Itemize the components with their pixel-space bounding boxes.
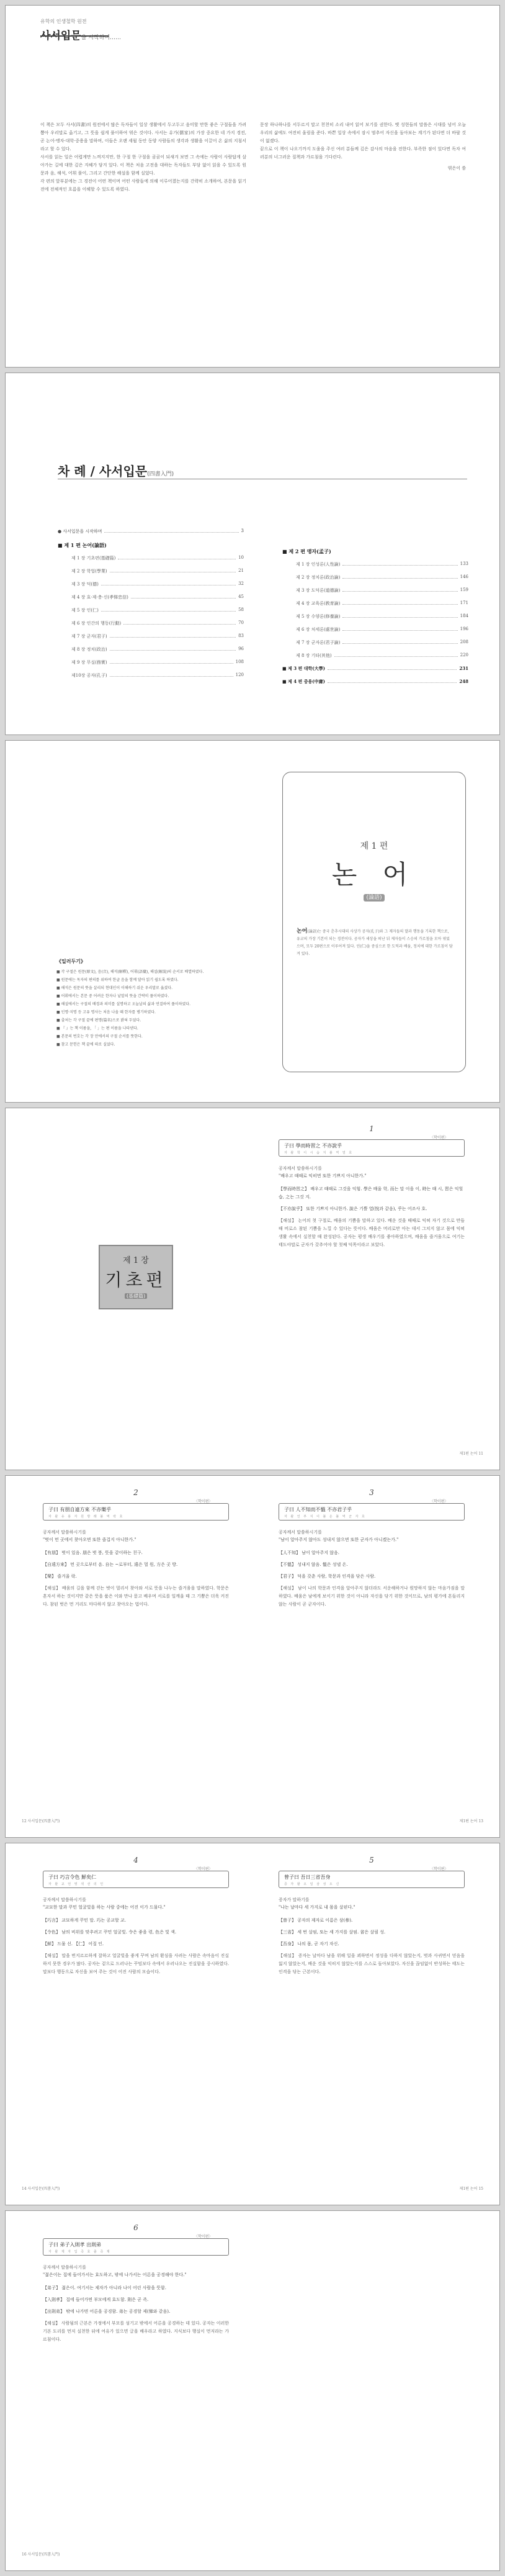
preface-title [40, 27, 121, 42]
quote-reading: 자 왈 교 언 영 색 선 의 인 [48, 1882, 105, 1886]
toc-part-title: ■ 제 2 편 맹자(孟子) [282, 548, 331, 554]
note-item: ■ 어휘에서는 본문 중 어려운 한자나 낱말의 뜻을 간략히 풀이하였다. [56, 994, 169, 998]
toc-item[interactable] [58, 555, 244, 561]
quote-text: 子曰 巧言令色 鮮矣仁 [48, 1874, 97, 1880]
toc-item-label: 제 1 장 기초편(基礎篇) [71, 556, 116, 561]
quote-box [43, 1871, 229, 1888]
toc-title-sub: (四書入門) [147, 471, 174, 477]
toc-item-page: 70 [238, 620, 244, 625]
translation-title: 공자께서 말씀하시기를 [43, 1530, 86, 1535]
notes-title: 《일러두기》 [56, 958, 86, 964]
vocab-item: 【吾身】 나의 몸, 곧 자기 자신. [279, 1941, 339, 1946]
toc-item[interactable] [282, 666, 468, 672]
toc-item-label: 제 6 장 인간의 행동(行動) [71, 621, 122, 626]
quote-box [279, 1139, 465, 1157]
toc-dots [110, 633, 236, 638]
toc-item-page: 32 [238, 581, 244, 586]
note-item: ■ 참고 문헌은 책 끝에 따로 실었다. [56, 1042, 115, 1047]
toc-dots [334, 653, 458, 657]
vocab-item: 【學而時習之】 배우고 때때로 그것을 익힘. 學은 배울 학, 而는 말 이을 이, 時는 때 시, 習은 익힐 습, 之는 그것 지. [279, 1186, 463, 1200]
toc-left-column [58, 541, 244, 685]
toc-item[interactable] [282, 587, 468, 594]
quote-box [43, 1503, 229, 1521]
vocab-item: 【樂】 즐거울 락. [43, 1574, 77, 1579]
preface-title-rest: 을 시작하며…… [81, 35, 122, 41]
toc-item-page: 208 [460, 639, 468, 644]
toc-item-page: 10 [238, 555, 244, 560]
toc-dots [110, 672, 233, 677]
vocab-item: 【入則孝】 집에 들어가면 부모에게 효도함. 則은 곧 즉. [43, 2297, 149, 2302]
toc-dots [101, 581, 236, 585]
part-desc-text: (論語)는 중국 춘추시대의 사상가 공자(孔子)와 그 제자들의 말과 행동을 기록한 책으로, 유교의 가장 기본이 되는 경전이다. 공자가 세상을 떠난 뒤 제자들이 스승의 가르침을 모아 엮었으며, 모두 20편으로 이루어져 있다. 인(仁)을 중심으로 한 도덕과 배움, 정치에 대한 가르침이 담겨 있다. [297, 929, 453, 956]
passage-tag: 〈학이편〉 [430, 1499, 449, 1504]
translation: "벗이 먼 곳에서 찾아오면 또한 즐겁지 아니한가." [43, 1537, 136, 1542]
toc-intro-page: 3 [241, 528, 244, 533]
passage-number: 2 [133, 1488, 138, 1497]
quote-reading: 자 왈 인 부 지 이 불 온 불 역 군 자 호 [284, 1515, 366, 1519]
passage-section [279, 1897, 465, 1976]
part-number: 제 1 편 [360, 841, 388, 851]
toc-item-label: 제 1 장 인성론(人性論) [296, 562, 341, 567]
passage-section [43, 1529, 229, 1609]
translation-title: 공자께서 말씀하시기를 [279, 1166, 322, 1171]
toc-dots [342, 587, 457, 592]
page-footer: 제1편 논어 15 [459, 2187, 483, 2191]
toc-dots [110, 568, 236, 572]
toc-item[interactable] [282, 574, 468, 581]
quote-reading: 자 왈 유 붕 자 원 방 래 불 역 락 호 [48, 1515, 124, 1519]
toc-item[interactable] [282, 626, 468, 633]
toc-item-label: 제 7 장 군자(君子) [71, 634, 107, 639]
toc-item-page: 83 [238, 633, 244, 638]
toc-item-page: 58 [238, 607, 244, 612]
toc-item-page: 184 [460, 613, 468, 618]
vocab-item: 【不亦說乎】 또한 기쁘지 아니한가. 說은 기쁠 열(悅과 같음), 乎는 어조사 호. [279, 1206, 427, 1211]
toc-right-column [282, 547, 468, 692]
toc-item-label: 제 8 장 정치(政治) [71, 647, 107, 652]
passage-section [279, 1529, 465, 1609]
quote-reading: 자 왈 학 이 시 습 지 불 역 열 호 [284, 1151, 354, 1155]
vocab-item: 【出則弟】 밖에 나가면 어른을 공경함. 弟는 공경할 제(悌와 같음). [43, 2309, 171, 2314]
part-panel [282, 772, 466, 1072]
toc-dots [342, 626, 457, 631]
toc-item-label: 제 2 장 정치론(政治論) [296, 575, 341, 580]
passage-section [279, 1165, 465, 1249]
toc-item-label: 제 3 장 도덕론(道德論) [296, 588, 341, 593]
page-preface [5, 5, 500, 368]
vocab-item: 【有朋】 벗이 있음. 朋은 벗 붕, 뜻을 같이하는 친구. [43, 1550, 143, 1555]
quote-text: 子曰 弟子入則孝 出則弟 [48, 2242, 102, 2248]
toc-item[interactable] [58, 633, 244, 639]
vocab-item: 【自遠方來】 먼 곳으로부터 옴. 自는 ~로부터, 遠은 멀 원, 方은 곳 방. [43, 1562, 178, 1567]
preface-signature: 엮은이 씀 [447, 166, 466, 171]
toc-item-label: 제 4 장 교육론(敎育論) [296, 601, 341, 606]
toc-item[interactable] [282, 653, 468, 659]
toc-item[interactable] [282, 679, 468, 685]
page-chapter-1 [5, 1108, 500, 1470]
passage-tag: 〈학이편〉 [194, 1499, 213, 1504]
vocab-item: 【不慍】 성내지 않음. 慍은 성낼 온. [279, 1562, 348, 1567]
page-toc [5, 373, 500, 735]
toc-item[interactable] [58, 581, 244, 587]
vocab-item: 【巧言】 교묘하게 꾸민 말. 巧는 공교할 교. [43, 1918, 126, 1923]
toc-item-label: 제10장 공자(孔子) [71, 673, 107, 678]
passage-number: 1 [369, 1124, 374, 1133]
toc-item-label: ■ 제 4 편 중용(中庸) [282, 679, 325, 684]
commentary: 【해설】 배움의 길을 함께 걷는 벗이 멀리서 찾아와 서로 뜻을 나누는 즐거움을 말하였다. 학문은 혼자서 하는 것이지만 같은 뜻을 품은 이와 만나 묻고 배우며 서로를 일깨울 때 그 기쁨은 더욱 커진다. 참된 벗은 먼 거리도 마다하지 않고 찾아오는 법이다. [43, 1586, 229, 1607]
vocab-item: 【令色】 남의 비위를 맞추려고 꾸민 얼굴빛. 令은 좋을 령, 色은 빛 색. [43, 1930, 177, 1935]
chapter-number: 제 1 장 [123, 1256, 149, 1265]
preface-paragraph: 이 책은 모두 사서(四書)의 원전에서 많은 독자들이 일상 생활에서 두고두고 음미할 만한 좋은 구절들을 가려 뽑아 우리말로 옮기고, 그 뜻을 쉽게 풀이하여 엮은 것이다. 사서는 유가(儒家)의 가장 중요한 네 가지 경전, 곧 논어·맹자·대학·중용을 말하며, 이들은 오랜 세월 동안 동양 사람들의 생각과 생활을 이끌어 온 삶의 지침서라고 할 수 있다. [40, 122, 246, 151]
toc-item[interactable] [58, 659, 244, 666]
translation: "젊은이는 집에 들어가서는 효도하고, 밖에 나가서는 어른을 공경해야 한다." [43, 2272, 187, 2277]
quote-text: 曾子曰 吾日三省吾身 [284, 1874, 331, 1880]
notes-section [56, 958, 236, 1049]
toc-title [58, 461, 174, 479]
toc-dots [110, 646, 236, 651]
note-item: ■ 해설에서는 구절의 배경과 의미를 설명하고 오늘날의 삶과 연결하여 풀이하였다. [56, 1002, 191, 1006]
page-passages-4-5 [5, 1843, 500, 2205]
toc-item-label: 제 6 장 처세론(處世論) [296, 627, 341, 632]
toc-dots [342, 639, 457, 644]
toc-item[interactable] [282, 600, 468, 607]
translation: "나는 날마다 세 가지로 내 몸을 살핀다." [279, 1905, 355, 1910]
note-item: ■ 『 』는 책 이름을, 「 」는 편 이름을 나타낸다. [56, 1026, 138, 1031]
toc-dots [110, 659, 233, 664]
note-item: ■ 해석은 원문의 뜻을 살리되 현대인이 이해하기 쉬운 우리말로 옮겼다. [56, 986, 173, 990]
note-item: ■ 원문에는 독자의 편의를 위하여 한글 음을 함께 달아 읽기 쉽도록 하였다. [56, 978, 179, 982]
toc-item-label: 제 5 장 수양론(修養論) [296, 614, 341, 619]
toc-dots [342, 574, 457, 579]
toc-item[interactable] [58, 620, 244, 626]
toc-item-page: 248 [459, 679, 468, 684]
page-footer: 14 사서입문(四書入門) [22, 2187, 60, 2191]
toc-dots [342, 600, 457, 605]
quote-box [279, 1871, 465, 1888]
page-footer: 12 사서입문(四書入門) [22, 1819, 60, 1824]
part-paren-label: (論語) [364, 894, 384, 902]
preface-col-left [40, 121, 246, 194]
quote-box [279, 1503, 465, 1521]
preface-col-right [260, 121, 466, 194]
vocab-item: 【君子】 덕을 갖춘 사람, 학문과 인격을 닦은 사람. [279, 1574, 376, 1579]
page-part-intro [5, 740, 500, 1103]
part-desc-head: 논어 [297, 928, 308, 934]
passage-tag: 〈학이편〉 [194, 1867, 213, 1871]
page-footer: 16 사서입문(四書入門) [22, 2552, 60, 2557]
toc-dots [131, 594, 236, 599]
notes-list [56, 969, 236, 1048]
toc-item-label: 제 5 장 인(仁) [71, 608, 99, 613]
toc-item-page: 171 [460, 600, 468, 605]
toc-item-page: 159 [460, 587, 468, 592]
commentary: 【해설】 말을 번지르르하게 잘하고 얼굴빛을 좋게 꾸며 남의 환심을 사려는 사람은 속마음이 진실하지 못한 경우가 많다. 공자는 겉으로 드러나는 꾸밈보다 속에서 우러나오는 진실함을 중시하였다. 말보다 행동으로 자신을 보여 주는 것이 어진 사람의 모습이다. [43, 1953, 229, 1974]
page-passage-6 [5, 2210, 500, 2571]
part-description [297, 928, 453, 958]
quote-reading: 증 자 왈 오 일 삼 성 오 신 [284, 1882, 341, 1886]
toc-dots [342, 613, 457, 618]
part-title: 논 어 [331, 859, 417, 890]
translation: "남이 알아주지 않아도 성내지 않으면 또한 군자가 아니겠는가." [279, 1537, 399, 1542]
translation-title: 증자가 말하기를 [279, 1897, 310, 1902]
toc-item-label: 제 4 장 효·제·충·신(孝悌忠信) [71, 595, 128, 600]
toc-item[interactable] [58, 646, 244, 653]
toc-item-page: 196 [460, 626, 468, 631]
chapter-paren [100, 1293, 172, 1299]
page-footer: 제1편 논어 13 [459, 1819, 483, 1824]
toc-dots [328, 666, 457, 670]
toc-item-label: ■ 제 3 편 대학(大學) [282, 666, 325, 671]
page-passages-2-3 [5, 1475, 500, 1838]
passage-number: 4 [133, 1856, 138, 1864]
commentary: 【해설】 논어의 첫 구절로, 배움의 기쁨을 말하고 있다. 배운 것을 때때로 익혀 자기 것으로 만들 때 비로소 참된 기쁨을 느낄 수 있다는 뜻이다. 배움은 머리로만 아는 데서 그치지 않고 몸에 익혀 생활 속에서 실천할 때 완성된다. 공자는 평생 배우기를 좋아하였으며, 배움을 즐거움으로 여기는 태도야말로 군자가 갖추어야 할 첫째 덕목이라고 보았다. [279, 1218, 465, 1247]
preface-columns [40, 121, 466, 194]
passage-tag: 〈학이편〉 [430, 1867, 449, 1871]
toc-dots [118, 555, 236, 559]
translation-title: 공자께서 말씀하시기를 [279, 1530, 322, 1535]
note-item: ■ 출처는 각 구절 끝에 편명(篇名)으로 밝혀 두었다. [56, 1018, 141, 1023]
preface-paragraph: 끝으로 이 책이 나오기까지 도움을 주신 여러 분들께 깊은 감사의 마음을 전한다. 부족한 점이 있다면 독자 여러분의 너그러운 질책과 가르침을 기다린다. [260, 147, 466, 160]
vocab-item: 【人不知】 남이 알아주지 않음. [279, 1550, 339, 1555]
quote-box [43, 2238, 229, 2256]
vocab-item: 【鮮】 드물 선. 【仁】 어질 인. [43, 1941, 104, 1946]
passage-number: 3 [369, 1488, 374, 1497]
toc-item[interactable] [282, 613, 468, 620]
toc-item-label: 제 3 장 덕(德) [71, 582, 99, 587]
toc-part-title: ■ 제 1 편 논어(論語) [58, 542, 107, 548]
toc-intro[interactable] [58, 528, 244, 535]
toc-dots [123, 620, 236, 625]
translation-title: 공자께서 말씀하시기를 [43, 2265, 86, 2270]
translation-title: 공자께서 말씀하시기를 [43, 1897, 86, 1902]
quote-text: 子曰 人不知而不慍 不亦君子乎 [284, 1507, 352, 1512]
chapter-box [99, 1245, 173, 1309]
part-paren [283, 893, 465, 901]
toc-item[interactable] [58, 672, 244, 679]
translation: "교묘한 말과 꾸민 얼굴빛을 하는 사람 중에는 어진 이가 드물다." [43, 1905, 166, 1910]
commentary: 【해설】 증자는 날마다 남을 위해 일을 꾀하면서 정성을 다하지 않았는지, 벗과 사귀면서 믿음을 잃지 않았는지, 배운 것을 익히지 않았는지를 스스로 돌아보았다. 자신을 끊임없이 반성하는 태도는 인격을 닦는 근본이다. [279, 1953, 465, 1974]
commentary: 【해설】 남이 나의 학문과 인격을 알아주지 않더라도 서운해하거나 원망하지 않는 마음가짐을 말하였다. 배움은 남에게 보이기 위한 것이 아니라 자신을 닦기 위한 것이므로, 남의 평가에 흔들리지 않는 사람이 곧 군자이다. [279, 1586, 465, 1607]
note-item: ■ 인명·지명 등 고유 명사는 처음 나올 때 한자를 병기하였다. [56, 1010, 156, 1015]
toc-item-page: 231 [459, 666, 468, 671]
preface-header [40, 18, 121, 42]
toc-item-page: 120 [235, 672, 244, 677]
passage-tag: 〈학이편〉 [194, 2235, 213, 2239]
chapter-paren-label: (基礎篇) [125, 1293, 147, 1299]
toc-item-label: 제 7 장 군자론(君子論) [296, 640, 341, 645]
toc-item-page: 146 [460, 574, 468, 579]
note-item: ■ 각 구절은 원문(原文), 음(音), 해석(解釋), 어휘(語彙), 해설(解說)의 순서로 배열하였다. [56, 970, 204, 974]
toc-item[interactable] [58, 607, 244, 613]
toc-item-label: 제 8 장 기타(其他) [296, 653, 332, 658]
preface-subtitle: 유학의 인생철학 원전 [40, 19, 87, 24]
toc-item-label: 제 2 장 학업(學業) [71, 569, 107, 574]
toc-item-page: 108 [235, 659, 244, 664]
preface-rule [40, 35, 109, 37]
page-footer: 제1편 논어 11 [459, 1452, 483, 1456]
vocab-item: 【弟子】 젊은이. 여기서는 제자가 아니라 나이 어린 사람을 뜻함. [43, 2285, 167, 2290]
toc-item[interactable] [282, 561, 468, 567]
preface-paragraph: 각 편의 앞부분에는 그 경전이 어떤 책이며 어떤 사람들에 의해 이루어졌는지를 간략히 소개하여, 본문을 읽기 전에 전체적인 흐름을 이해할 수 있도록 하였다. [40, 179, 246, 192]
toc-item-page: 133 [460, 561, 468, 566]
quote-reading: 자 왈 제 자 입 즉 효 출 즉 제 [48, 2250, 111, 2254]
passage-number: 5 [369, 1856, 374, 1864]
preface-paragraph: 사서를 읽는 일은 어렵게만 느껴지지만, 한 구절 한 구절을 곰곰이 되새겨 보면 그 속에는 사람이 사람답게 살아가는 길에 대한 깊은 지혜가 담겨 있다. 이 책은 처음 고전을 대하는 독자들도 부담 없이 읽을 수 있도록 원문과 음, 해석, 어휘 풀이, 그리고 간단한 해설을 함께 실었다. [40, 155, 246, 176]
commentary: 【해설】 사람됨의 근본은 가정에서 부모를 섬기고 밖에서 어른을 공경하는 데 있다. 공자는 이러한 기본 도리를 먼저 실천한 뒤에 여유가 있으면 글을 배우라고 하였다. 지식보다 행실이 먼저라는 가르침이다. [43, 2321, 229, 2342]
translation: "배우고 때때로 익히면 또한 기쁘지 아니한가." [279, 1173, 367, 1178]
toc-item-page: 45 [238, 594, 244, 599]
note-item: ■ 본문의 번호는 각 장 안에서의 구절 순서를 뜻한다. [56, 1034, 143, 1039]
toc-dots [101, 607, 236, 612]
passage-section [43, 2264, 229, 2344]
quote-text: 子曰 學而時習之 不亦說乎 [284, 1143, 342, 1149]
toc-item[interactable] [58, 594, 244, 600]
toc-dots [342, 561, 457, 566]
toc-item-page: 96 [238, 646, 244, 651]
toc-dots [328, 679, 457, 683]
toc-intro-label: ● 사서입문을 시작하며 [58, 529, 102, 534]
passage-number: 6 [133, 2223, 138, 2232]
vocab-item: 【曾子】 공자의 제자로 이름은 삼(參). [279, 1918, 353, 1923]
toc-title-main: 차 례 / 사서입문 [58, 464, 148, 479]
vocab-item: 【三省】 세 번 살핌, 또는 세 가지를 살핌. 省은 살필 성. [279, 1930, 386, 1935]
passage-tag: 〈학이편〉 [430, 1136, 449, 1140]
preface-paragraph: 문장 하나하나를 서두르지 말고 천천히 소리 내어 읽어 보기를 권한다. 옛 성현들의 말씀은 시대를 넘어 오늘 우리의 삶에도 여전히 울림을 준다. 바쁜 일상 속에서 잠시 멈추어 자신을 돌아보는 계기가 된다면 더 바랄 것이 없겠다. [260, 122, 466, 143]
chapter-title: 기초편 [105, 1270, 167, 1290]
toc-dots [104, 528, 238, 533]
toc-item[interactable] [282, 639, 468, 646]
toc-item-page: 21 [238, 568, 244, 573]
quote-text: 子曰 有朋自遠方來 不亦樂乎 [48, 1507, 112, 1512]
toc-item-page: 220 [460, 653, 468, 658]
toc-item-label: 제 9 장 무실(務實) [71, 660, 107, 665]
preface-title-bold: 사서입문 [40, 30, 81, 42]
passage-section [43, 1897, 229, 1976]
toc-item[interactable] [58, 568, 244, 574]
